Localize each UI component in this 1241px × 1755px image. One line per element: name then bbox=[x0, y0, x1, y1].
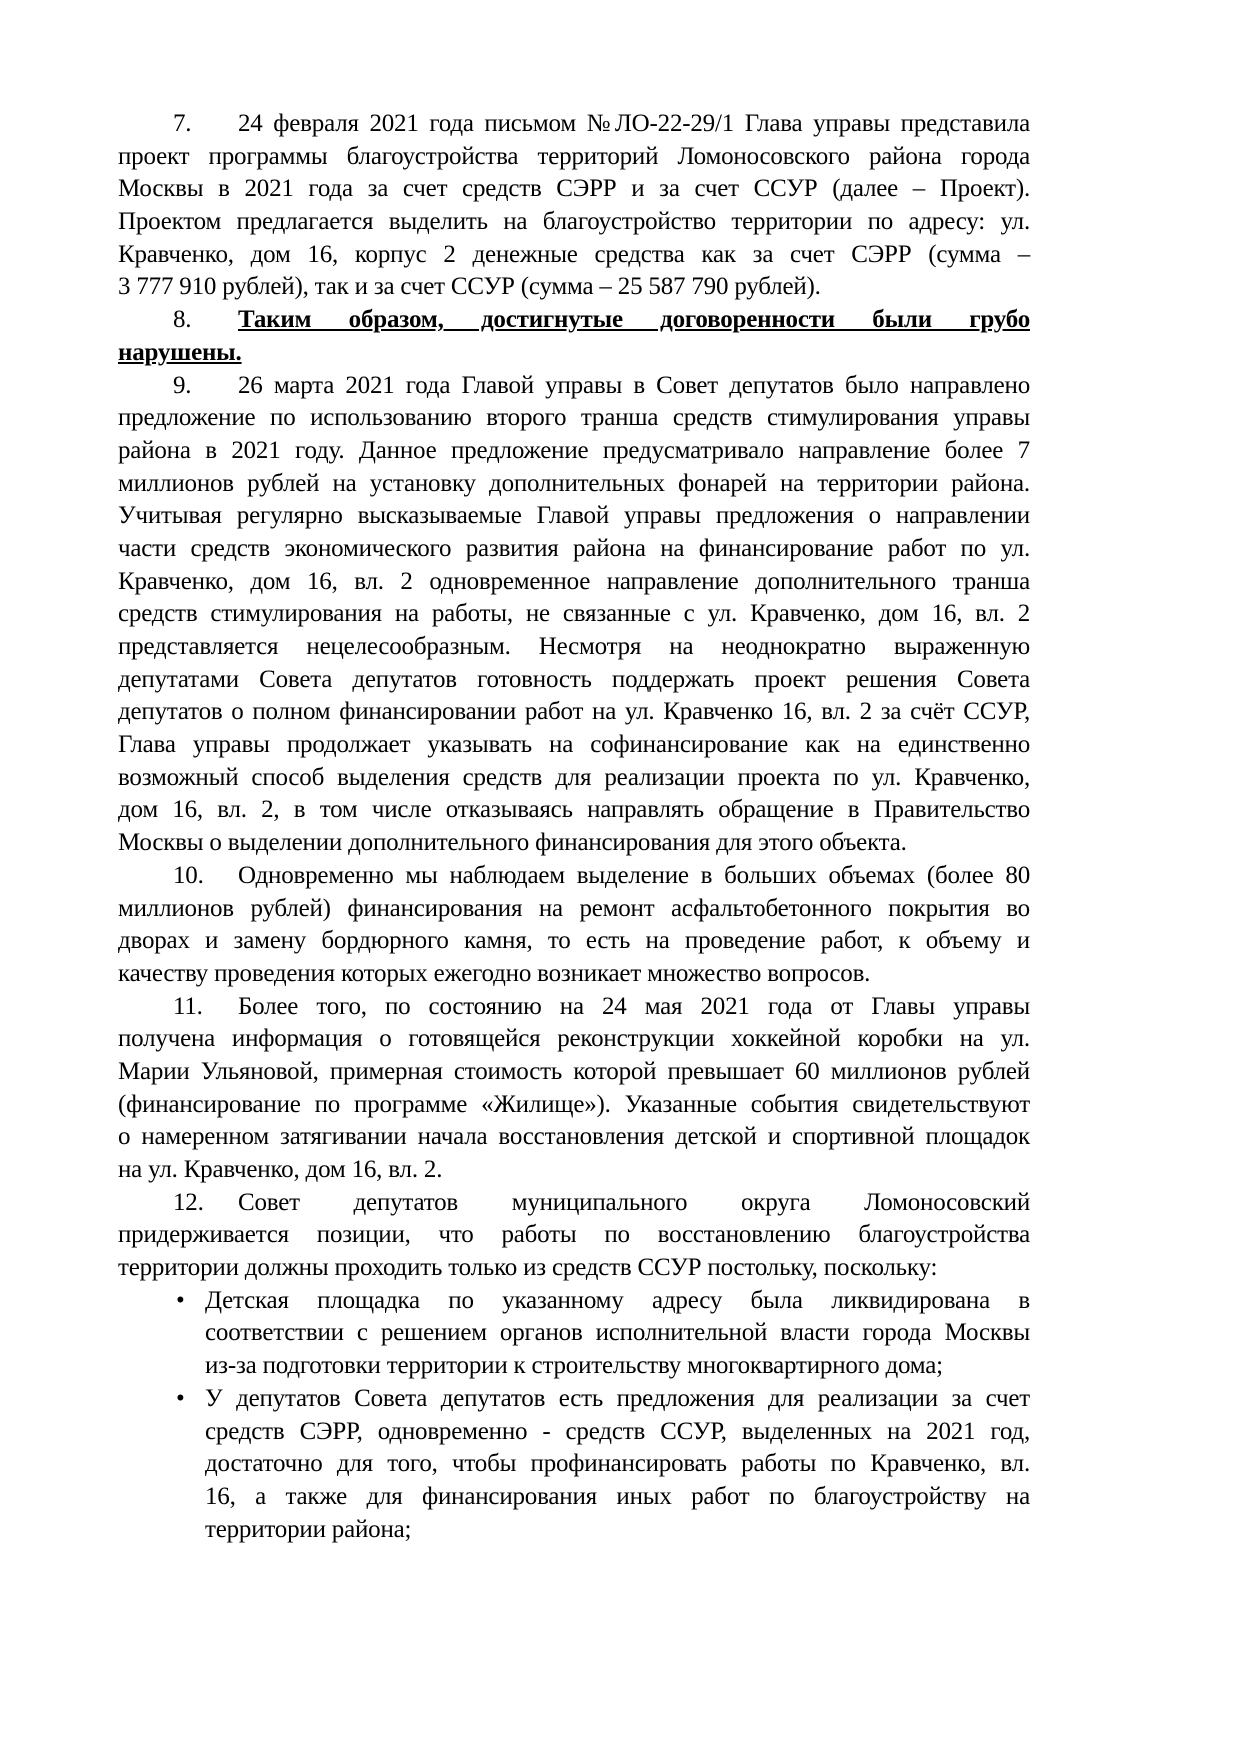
line-text: дом 16, вл. 2, в том числе отказываясь направлять обращение в Правительство bbox=[118, 796, 1030, 824]
text-line bbox=[118, 1252, 1030, 1285]
line-text: Более того, по состоянию на 24 мая 2021 года от Главы управы bbox=[238, 992, 1030, 1020]
paragraph-number: 8. bbox=[173, 306, 192, 334]
line-text: части средств экономического развития района на финансирование работ по ул. bbox=[118, 534, 1030, 562]
line-text: Таким образом, достигнутые договоренности были грубо bbox=[238, 306, 1030, 334]
text-line bbox=[118, 566, 1030, 599]
text-line bbox=[118, 206, 1030, 239]
line-text: предложение по использованию второго транша средств стимулирования управы bbox=[118, 404, 1030, 432]
bullet-icon: • bbox=[176, 1384, 185, 1412]
line-text: представляется нецелесообразным. Несмотря на неоднократно выраженную bbox=[118, 633, 1030, 660]
bullet-item bbox=[118, 1383, 1030, 1546]
text-line bbox=[118, 991, 1030, 1024]
text-line bbox=[118, 1056, 1030, 1089]
line-text: проект программы благоустройства территорий Ломоносовского района города bbox=[118, 142, 1030, 170]
line-text: дворах и замену бордюрного камня, то есть на проведение работ, к объему и bbox=[118, 927, 1030, 955]
paragraph-12 bbox=[118, 1187, 1030, 1285]
text-line bbox=[118, 468, 1030, 501]
text-line bbox=[118, 729, 1030, 762]
text-line bbox=[118, 631, 1030, 664]
text-line bbox=[118, 696, 1030, 729]
text-line: территории района; bbox=[205, 1515, 412, 1543]
text-line bbox=[118, 925, 1030, 958]
line-text: Одновременно мы наблюдаем выделение в больших объемах (более 80 bbox=[238, 861, 1030, 889]
line-text: Марии Ульяновой, примерная стоимость которой превышает 60 миллионов рублей bbox=[118, 1057, 1030, 1085]
line-text: придерживается позиции, что работы по восстановлению благоустройства bbox=[118, 1221, 1030, 1249]
text-line: соответствии с решением органов исполнительной власти города Москвы bbox=[205, 1319, 1030, 1347]
line-text: на ул. Кравченко, дом 16, вл. 2. bbox=[118, 1156, 443, 1183]
line-text: (финансирование по программе «Жилище»). Указанные события свидетельствуют bbox=[118, 1090, 1030, 1118]
text-line bbox=[118, 598, 1030, 631]
paragraph-9 bbox=[118, 370, 1030, 860]
text-line bbox=[118, 1089, 1030, 1122]
line-text: Совет депутатов муниципального округа Ломоносовский bbox=[238, 1188, 1030, 1216]
paragraph-11 bbox=[118, 991, 1030, 1187]
text-line: 16, а также для финансирования иных работ по благоустройству на bbox=[205, 1482, 1030, 1510]
text-line: достаточно для того, чтобы профинансировать работы по Кравченко, вл. bbox=[205, 1450, 1030, 1478]
text-line bbox=[118, 239, 1030, 272]
text-line bbox=[118, 860, 1030, 893]
text-line bbox=[118, 500, 1030, 533]
text-line bbox=[118, 271, 1030, 304]
line-text: миллионов рублей) финансирования на ремонт асфальтобетонного покрытия во bbox=[118, 894, 1030, 922]
line-text: возможный способ выделения средств для реализации проекта по ул. Кравченко, bbox=[118, 763, 1030, 791]
line-text: депутатов о полном финансировании работ на ул. Кравченко 16, вл. 2 за счёт ССУР, bbox=[118, 698, 1030, 726]
paragraph-number: 10. bbox=[173, 861, 204, 889]
text-line bbox=[118, 435, 1030, 468]
text-line bbox=[118, 402, 1030, 435]
line-text: Москвы о выделении дополнительного финансирования для этого объекта. bbox=[118, 829, 907, 857]
text-line bbox=[118, 304, 1030, 337]
line-text: Москвы в 2021 года за счет средств СЭРР и за счет ССУР (далее – Проект). bbox=[118, 175, 1030, 203]
line-text: 3 777 910 рублей), так и за счет ССУР (сумма – 25 587 790 рублей). bbox=[118, 273, 821, 301]
paragraph-number: 9. bbox=[173, 371, 192, 399]
text-line bbox=[118, 1219, 1030, 1252]
text-line bbox=[118, 141, 1030, 174]
bullet-item bbox=[118, 1285, 1030, 1383]
text-line bbox=[118, 664, 1030, 697]
paragraph-number: 11. bbox=[173, 992, 203, 1020]
line-text: Кравченко, дом 16, вл. 2 одновременное направление дополнительного транша bbox=[118, 567, 1030, 595]
paragraph-10 bbox=[118, 860, 1030, 991]
text-line bbox=[118, 958, 1030, 991]
line-text: качеству проведения которых ежегодно возникает множество вопросов. bbox=[118, 959, 871, 987]
text-line bbox=[118, 827, 1030, 860]
paragraph-number: 7. bbox=[173, 110, 192, 137]
line-text: средств стимулирования на работы, не связанные с ул. Кравченко, дом 16, вл. 2 bbox=[118, 600, 1030, 628]
line-text: Кравченко, дом 16, корпус 2 денежные средства как за счет СЭРР (сумма – bbox=[118, 240, 1030, 268]
text-line bbox=[118, 1187, 1030, 1220]
text-line bbox=[118, 893, 1030, 926]
line-text: района в 2021 году. Данное предложение предусматривало направление более 7 bbox=[118, 436, 1030, 464]
bullet-icon: • bbox=[176, 1286, 185, 1314]
text-line bbox=[118, 370, 1030, 403]
text-line bbox=[118, 1154, 1030, 1187]
line-text: 26 марта 2021 года Главой управы в Совет депутатов было направлено bbox=[238, 371, 1030, 399]
text-line bbox=[118, 173, 1030, 206]
line-text: получена информация о готовящейся реконструкции хоккейной коробки на ул. bbox=[118, 1025, 1030, 1053]
text-line bbox=[118, 1023, 1030, 1056]
text-line bbox=[118, 794, 1030, 827]
line-text: нарушены. bbox=[118, 338, 242, 366]
line-text: миллионов рублей на установку дополнительных фонарей на территории района. bbox=[118, 469, 1030, 497]
document-page bbox=[118, 108, 1030, 1546]
text-line: средств СЭРР, одновременно - средств ССУР, выделенных на 2021 год, bbox=[205, 1417, 1030, 1445]
line-text: Проектом предлагается выделить на благоустройство территории по адресу: ул. bbox=[118, 208, 1030, 236]
paragraph-8 bbox=[118, 304, 1030, 369]
paragraph-7 bbox=[118, 108, 1030, 304]
text-line bbox=[118, 337, 1030, 370]
text-line bbox=[118, 1121, 1030, 1154]
line-text: Глава управы продолжает указывать на софинансирование как на единственно bbox=[118, 731, 1030, 759]
text-line bbox=[118, 533, 1030, 566]
text-line: из-за подготовки территории к строительству многоквартирного дома; bbox=[205, 1352, 943, 1380]
text-line bbox=[118, 108, 1030, 141]
text-line: У депутатов Совета депутатов есть предложения для реализации за счет bbox=[205, 1384, 1030, 1412]
line-text: 24 февраля 2021 года письмом №ЛО-22-29/1 Глава управы представила bbox=[238, 110, 1030, 137]
text-line: Детская площадка по указанному адресу была ликвидирована в bbox=[205, 1286, 1030, 1314]
line-text: территории должны проходить только из средств ССУР постольку, поскольку: bbox=[118, 1254, 938, 1282]
paragraph-number: 12. bbox=[173, 1188, 204, 1216]
line-text: депутатами Совета депутатов готовность поддержать проект решения Совета bbox=[118, 665, 1030, 693]
text-line bbox=[118, 762, 1030, 795]
line-text: Учитывая регулярно высказываемые Главой управы предложения о направлении bbox=[118, 502, 1030, 530]
line-text: о намеренном затягивании начала восстановления детской и спортивной площадок bbox=[118, 1123, 1030, 1151]
